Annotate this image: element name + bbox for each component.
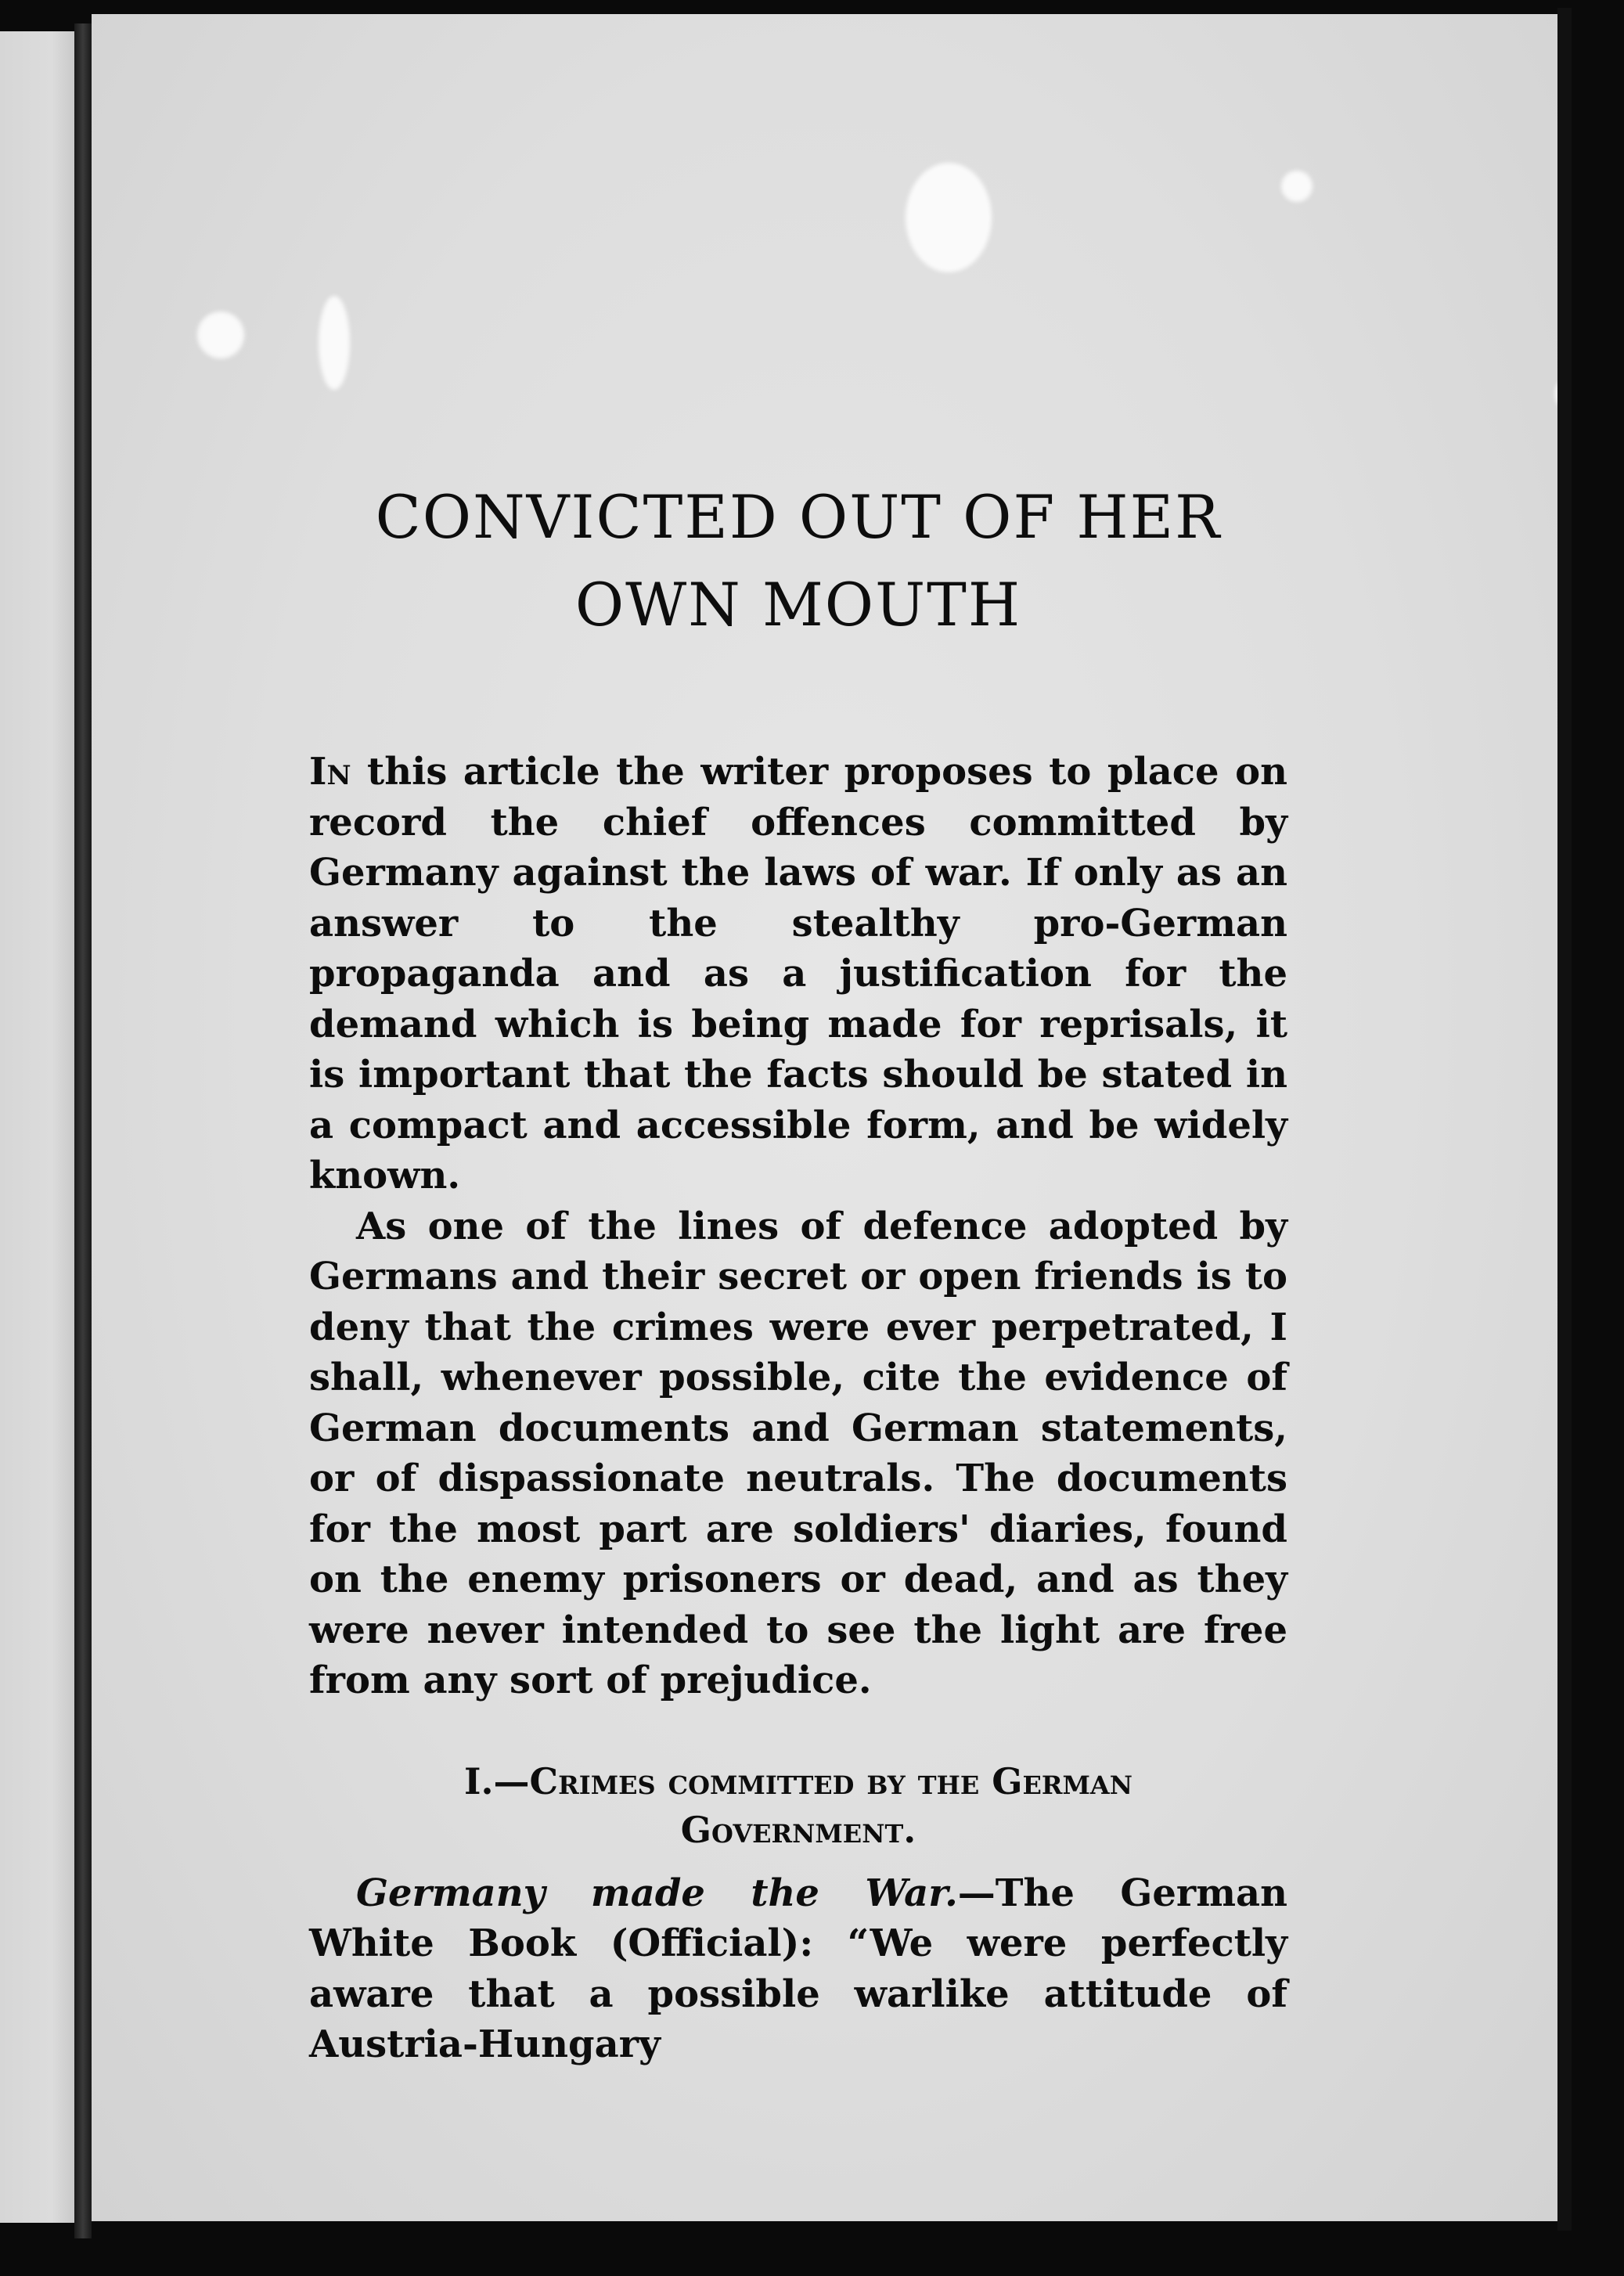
book-gutter — [74, 23, 92, 2238]
third-paragraph — [309, 1868, 1287, 2070]
section-heading-line-1: I.—Crimes committed by the German — [463, 1759, 1132, 1802]
title-line-2: OWN MOUTH — [574, 570, 1022, 639]
paper-blemish — [197, 312, 244, 358]
paragraph-lead: Germany made the War. — [356, 1871, 958, 1915]
title-line-1: CONVICTED OUT OF HER — [375, 482, 1222, 552]
section-heading-line-2: Government. — [680, 1808, 916, 1851]
paper-blemish — [1281, 171, 1313, 202]
second-paragraph: As one of the lines of defence adopted by Germans and their secret or open friends is to deny that the crimes were ever perpetrated, I shall, whenever possible, cite the evidence of German documents and German statements, or of dispassionate neutrals. The documents for the most part are soldiers' diaries, found on the enemy prisoners or dead, and as they were never intended to see the light are free from any sort of prejudice. — [309, 1204, 1287, 1702]
section-heading — [309, 1757, 1287, 1854]
article-title — [309, 474, 1287, 649]
article — [309, 474, 1287, 2070]
paper-blemish — [319, 296, 350, 390]
paragraph-text: —The German White Book (Official): “We were perfectly aware that a possible warlike attitude of Austria-Hungary — [309, 1871, 1287, 2066]
page-outer-edge — [1557, 8, 1572, 2231]
paper-blemish — [906, 163, 992, 272]
facing-page-edge — [0, 31, 74, 2223]
intro-dropword: In — [309, 750, 351, 794]
intro-text: this article the writer proposes to place on record the chief offences committed by Germany against the laws of war. If only as an answer to the stealthy pro-German propaganda and as a justification for the demand which is being made for reprisals, it is important that the facts should be stated in a compact and accessible form, and be widely known. — [309, 750, 1287, 1197]
intro-paragraph — [309, 747, 1287, 1201]
